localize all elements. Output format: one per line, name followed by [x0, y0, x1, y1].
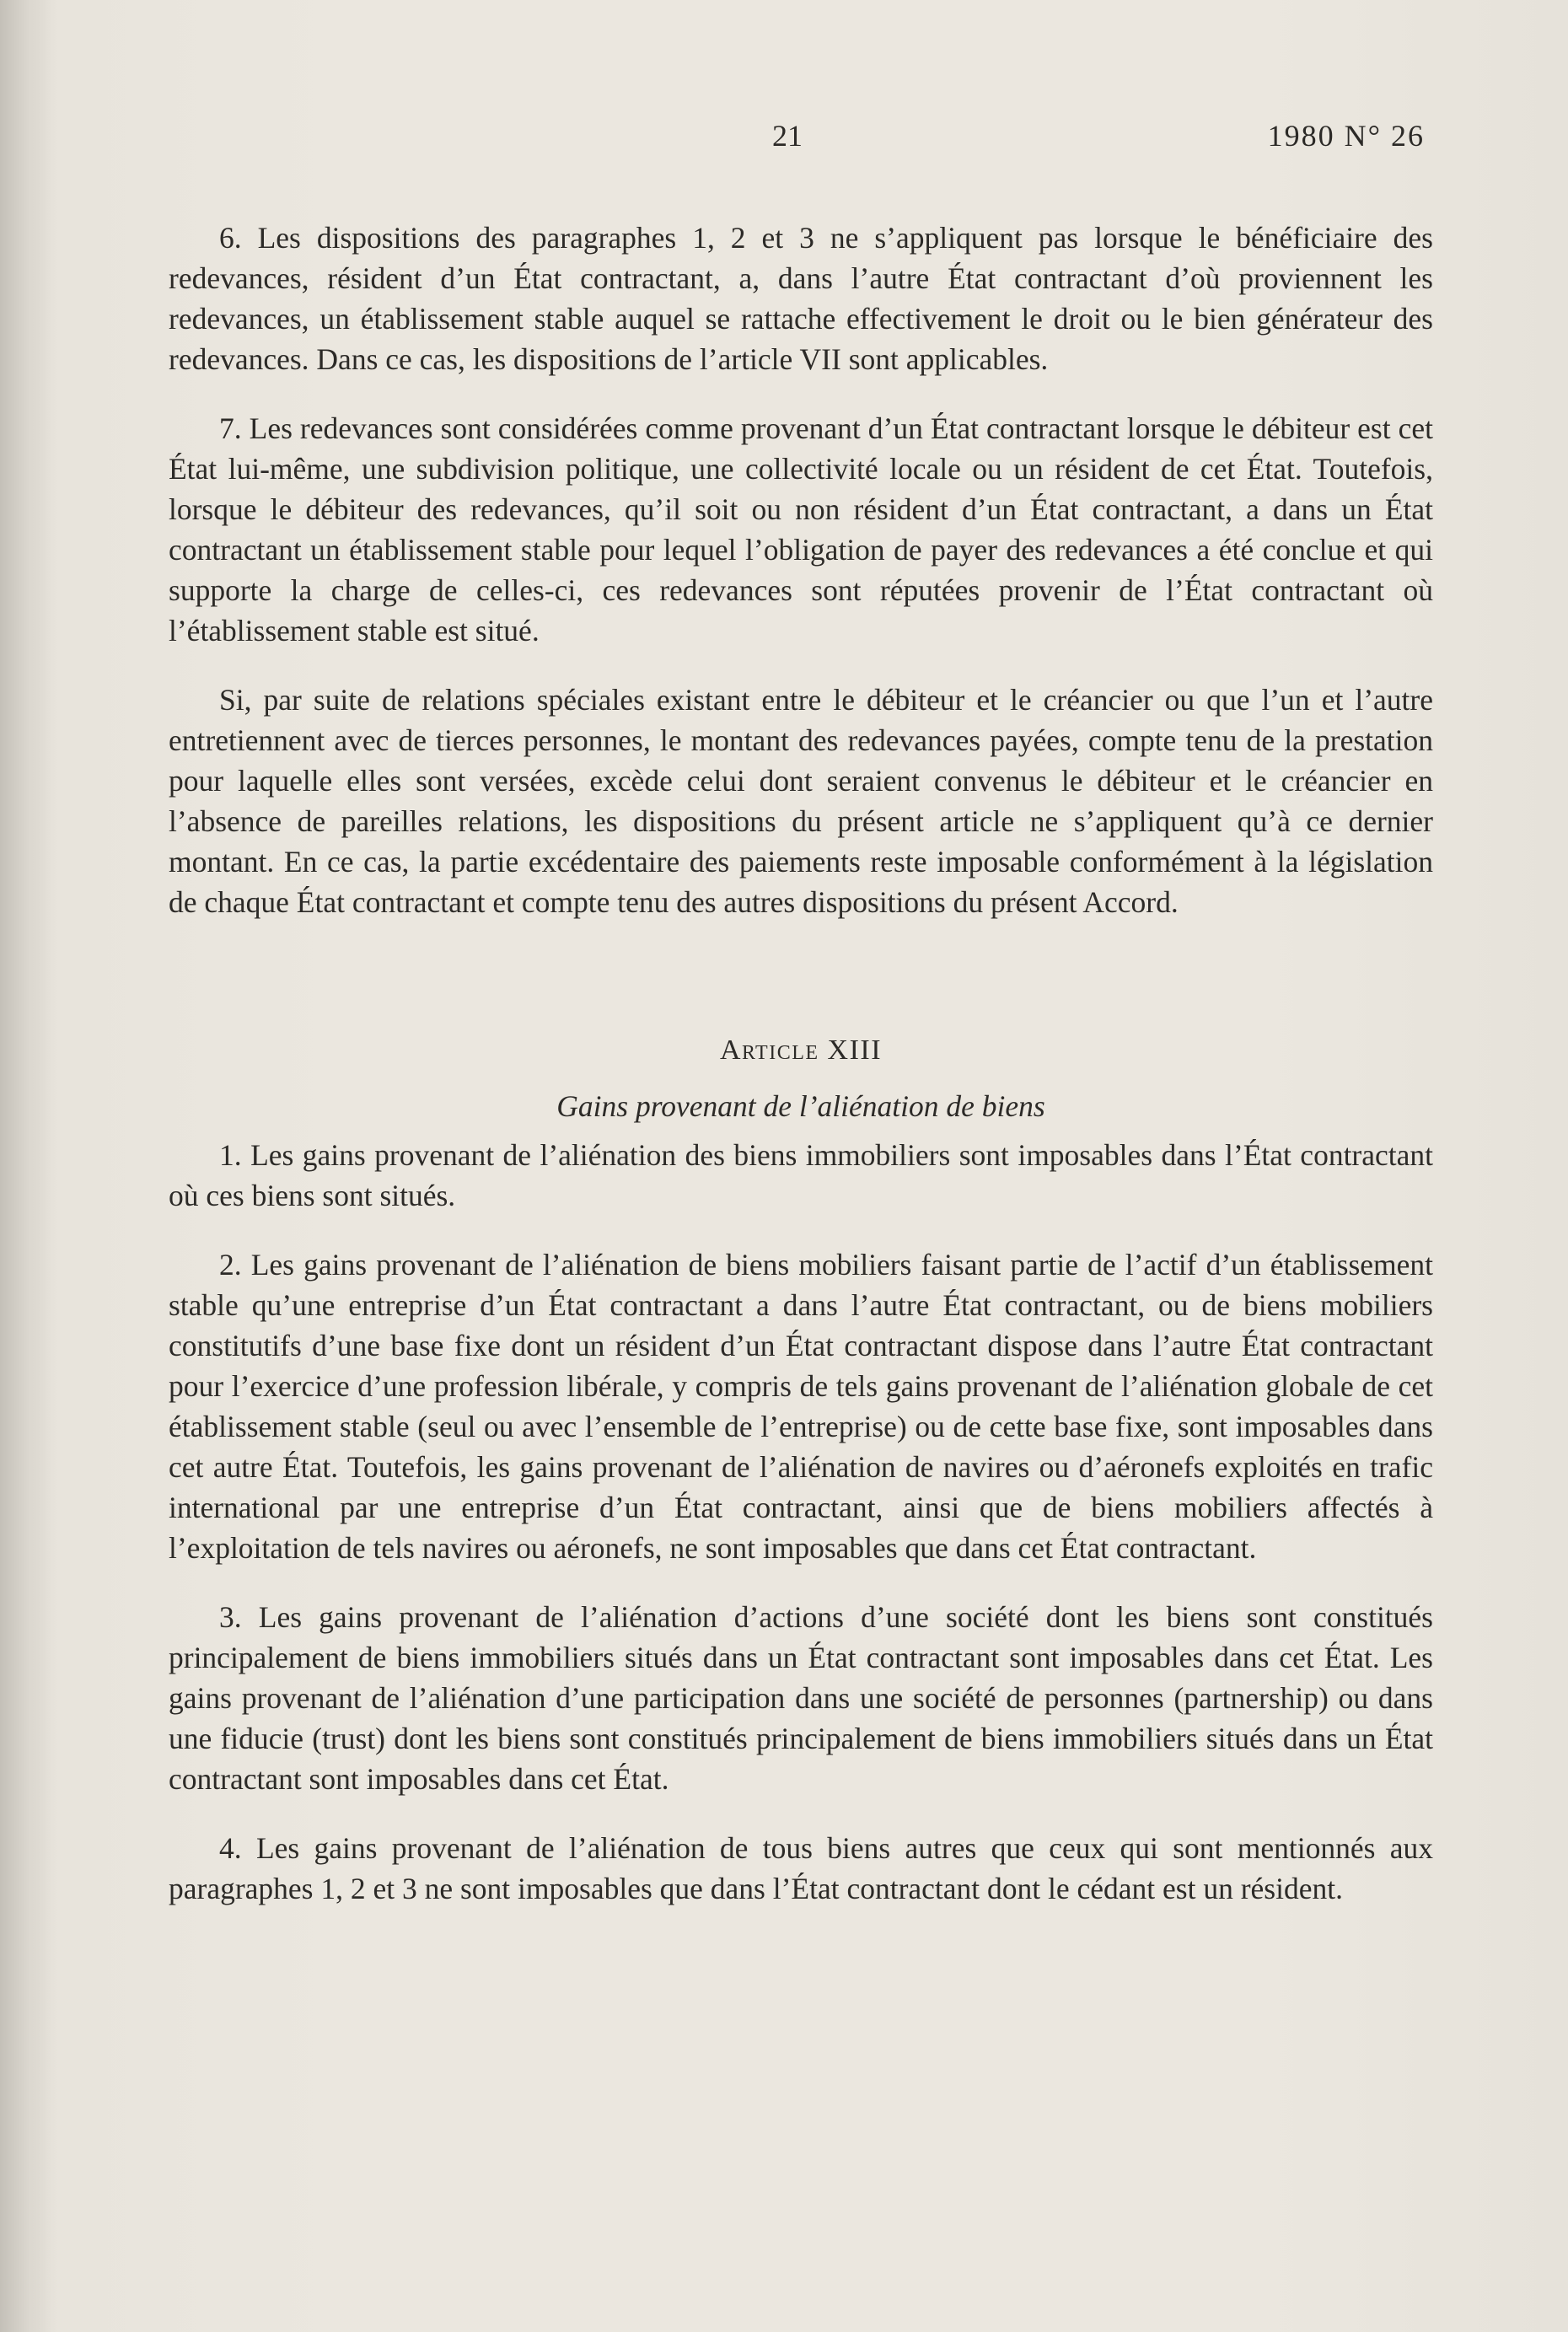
article-paragraph-1: 1. Les gains provenant de l’aliénation des biens immobiliers sont imposables dans l’État contractant où ces biens sont situés. — [169, 1138, 1433, 1212]
paragraph-special-relations: Si, par suite de relations spéciales existant entre le débiteur et le créancier ou que l’un et l’autre entretiennent avec de tierces personnes, le montant des redevances payées, compte tenu de la prestation pour laquelle elles sont versées, excède celui dont seraient convenus le débiteur et le créancier en l’absence de pareilles relations, les dispositions du présent article ne s’appliquent qu’à ce dernier montant. En ce cas, la partie excédentaire des paiements reste imposable conformément à la législation de chaque État contractant et compte tenu des autres dispositions du présent Accord. — [169, 683, 1433, 919]
document-reference: 1980 N° 26 — [1267, 119, 1425, 153]
paragraph-7: 7. Les redevances sont considérées comme provenant d’un État contractant lorsque le débiteur est cet État lui-même, une subdivision politique, une collectivité locale ou un résident de cet État. Toutefois, lorsque le débiteur des redevances, qu’il soit ou non résident d’un État contractant, a dans un État contractant un établissement stable pour lequel l’obligation de payer des redevances a été conclue et qui supporte la charge de celles-ci, ces redevances sont réputées provenir de l’État contractant où l’établissement stable est situé. — [169, 411, 1433, 647]
page-header — [219, 118, 1425, 169]
article-subtitle: Gains provenant de l’aliénation de biens — [556, 1089, 1045, 1123]
article-heading: Article XIII — [719, 1034, 883, 1066]
article-paragraph-2: 2. Les gains provenant de l’aliénation de biens mobiliers faisant partie de l’actif d’un établissement stable qu’une entreprise d’un État contractant a dans l’autre État contractant, ou de biens mobiliers constitutifs d’une base fixe dont un résident d’un État contractant dispose dans l’autre État contractant pour l’exercice d’une profession libérale, y compris de tels gains provenant de l’aliénation globale de cet établissement stable (seul ou avec l’ensemble de l’entreprise) ou de cette base fixe, sont imposables dans cet autre État. Toutefois, les gains provenant de l’aliénation de navires ou d’aéronefs exploités en trafic international par une entreprise d’un État contractant, ainsi que de biens mobiliers affectés à l’exploitation de tels navires ou aéronefs, ne sont imposables que dans cet État contractant. — [169, 1248, 1433, 1565]
article-paragraph-3: 3. Les gains provenant de l’aliénation d’actions d’une société dont les biens sont constitués principalement de biens immobiliers situés dans un État contractant sont imposables dans cet État. Les gains provenant de l’aliénation d’une participation dans une société de personnes (partnership) ou dans une fiducie (trust) dont les biens sont constitués principalement de biens immobiliers situés dans un État contractant sont imposables dans cet État. — [169, 1600, 1433, 1796]
page-number: 21 — [772, 119, 803, 153]
page-body — [169, 218, 1433, 1937]
book-spine-shadow — [0, 0, 51, 2332]
article-paragraph-4: 4. Les gains provenant de l’aliénation de tous biens autres que ceux qui sont mentionnés aux paragraphes 1, 2 et 3 ne sont imposables que dans l’État contractant dont le cédant est un résident. — [169, 1831, 1433, 1905]
paragraph-6: 6. Les dispositions des paragraphes 1, 2 et 3 ne s’appliquent pas lorsque le bénéficiaire des redevances, résident d’un État contractant, a, dans l’autre État contractant d’où proviennent les redevances, un établissement stable auquel se rattache effectivement le droit ou le bien générateur des redevances. Dans ce cas, les dispositions de l’article VII sont applicables. — [169, 221, 1433, 376]
